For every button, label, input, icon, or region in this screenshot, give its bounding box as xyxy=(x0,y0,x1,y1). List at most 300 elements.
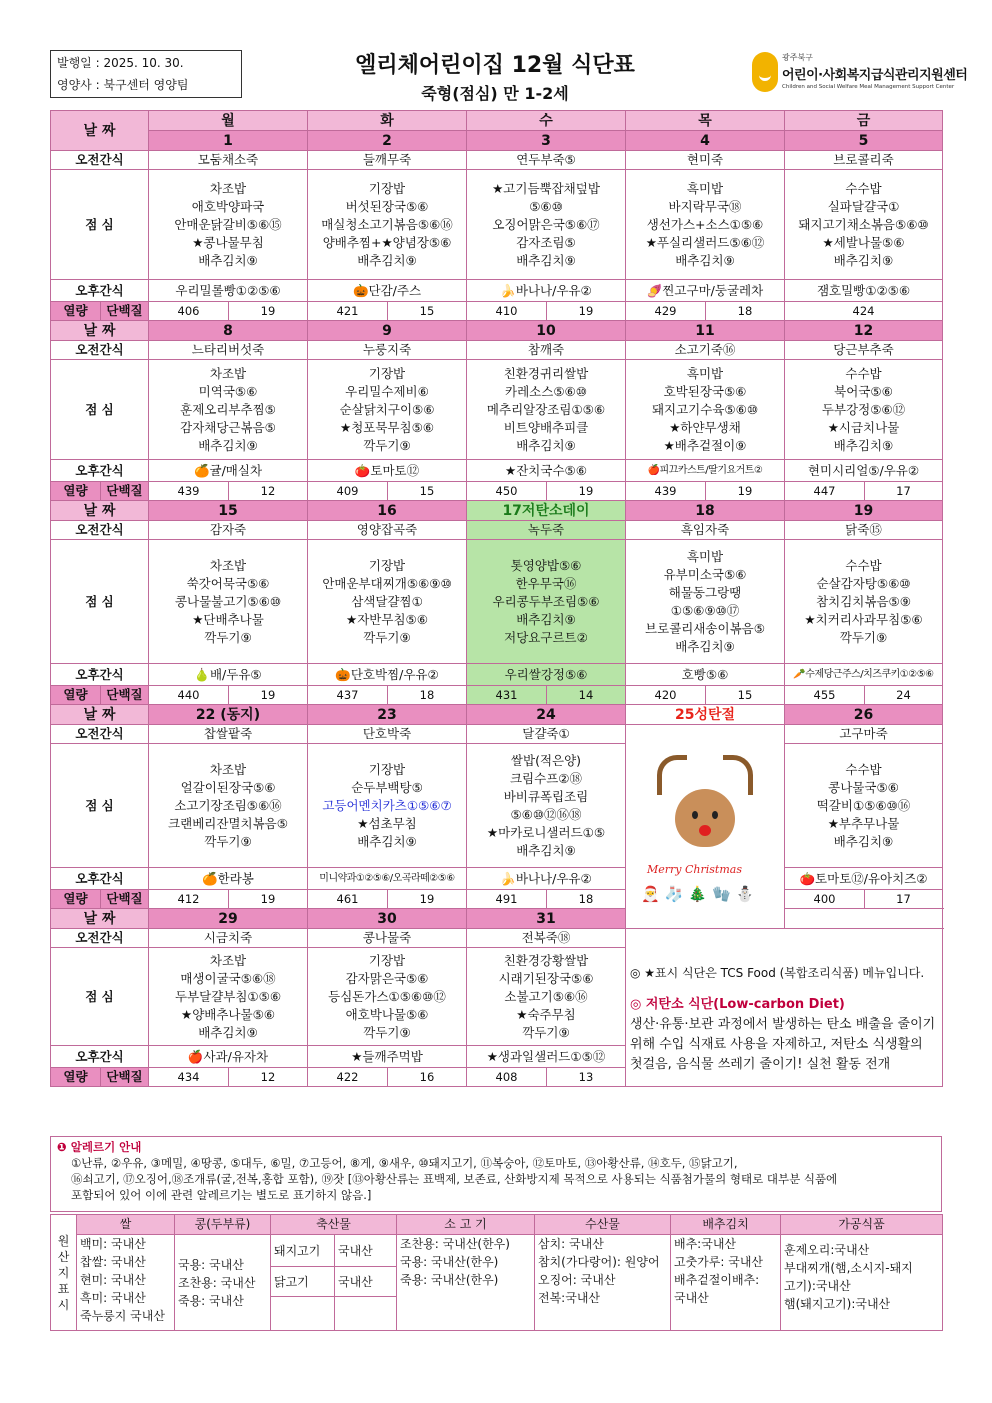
lunch-item: 오징어맑은국⑤⑥⑰ xyxy=(492,216,600,232)
pm-snack: 우리쌀강정⑤⑥ xyxy=(467,664,626,686)
kcal-value: 420 xyxy=(626,686,706,705)
lunch-item: 기장밥 xyxy=(368,761,406,777)
kcal-value: 424 xyxy=(785,302,943,321)
lunch-item: 수수밥 xyxy=(845,180,882,196)
pm-snack-label: 오후간식 xyxy=(51,1046,149,1068)
am-snack-label: 오전간식 xyxy=(51,929,149,948)
protein-label: 단백질 xyxy=(101,1068,149,1087)
date-cell: 15 xyxy=(149,501,308,521)
christmas-ornaments-icon: 🎅🧦🎄🧤⛄ xyxy=(641,884,760,903)
am-snack: 감자죽 xyxy=(149,521,308,540)
lunch-item: 수수밥 xyxy=(845,557,882,573)
lunch-item: 차조밥 xyxy=(209,761,247,777)
low-carbon-heading: ◎ 저탄소 식단(Low-carbon Diet) xyxy=(630,997,845,1012)
lunch-item: 배추김치⑨ xyxy=(675,638,735,654)
lunch-item: 북어국⑤⑥ xyxy=(834,383,893,399)
kcal-label: 열량 xyxy=(51,1068,101,1087)
am-snack: 찹쌀팥죽 xyxy=(149,725,308,744)
protein-value: 19 xyxy=(706,482,785,501)
date-label: 날 짜 xyxy=(51,111,149,151)
date-cell: 22 (동지) xyxy=(149,705,308,725)
lunch-item: ★하얀무생채 xyxy=(669,419,741,435)
lunch-menu xyxy=(149,744,308,868)
lunch-item: 유부미소국⑤⑥ xyxy=(663,566,747,582)
am-snack: 흑임자죽 xyxy=(626,521,785,540)
kcal-label: 열량 xyxy=(51,302,101,321)
origin-head-processed: 가공식품 xyxy=(781,1215,943,1235)
lunch-label: 점 심 xyxy=(51,360,149,460)
am-snack: 모둠채소죽 xyxy=(149,151,308,170)
protein-value: 14 xyxy=(547,686,626,705)
tcs-note: ◎ ★표시 식단은 TCS Food (복합조리식품) 메뉴입니다. xyxy=(630,966,925,980)
lunch-menu xyxy=(308,948,467,1046)
lunch-item: 시래기된장국⑤⑥ xyxy=(498,970,594,986)
lunch-item: 배추김치⑨ xyxy=(833,833,894,849)
low-carbon-body: 생산·유통·보관 과정에서 발생하는 탄소 배출을 줄이기 위해 수입 식재료 사용을 자제하고, 저탄소 식생활의 첫걸음, 음식물 쓰레기 줄이기! 실천 활동 전개 xyxy=(630,1017,936,1072)
protein-value: 17 xyxy=(865,482,943,501)
lunch-item: 톳영양밥⑤⑥ xyxy=(510,557,582,573)
pm-snack: 🎃단감/주스 xyxy=(308,280,467,302)
pm-snack: 🍊한라봉 xyxy=(149,868,308,890)
lunch-item: 기장밥 xyxy=(368,557,406,573)
lunch-item: 흑미밥 xyxy=(686,548,724,564)
kcal-value: 450 xyxy=(467,482,547,501)
lunch-item: 쌀밥(적은양) xyxy=(510,752,582,768)
lunch-item: 애호박나물⑤⑥ xyxy=(345,1006,429,1022)
allergy-line-3: 포함되어 있어 이에 관련 알레르기는 별도로 표기하지 않음.] xyxy=(71,1188,372,1202)
lunch-item: ★고기듬뿍잡채덮밥 xyxy=(492,180,600,196)
am-snack: 달걀죽① xyxy=(467,725,626,744)
am-snack: 영양잡곡죽 xyxy=(308,521,467,540)
lunch-item: 등심돈가스①⑤⑥⑩⑫ xyxy=(328,988,446,1004)
kcal-value: 412 xyxy=(149,890,229,909)
lunch-item: 감자채당근볶음⑤ xyxy=(180,419,276,435)
pm-snack: 🎃단호박찜/우유② xyxy=(308,664,467,686)
am-snack: 당근부추죽 xyxy=(785,341,943,360)
origin-bean: 국용: 국내산 조찬용: 국내산 죽용: 국내산 xyxy=(175,1235,271,1331)
lunch-label: 점 심 xyxy=(51,744,149,868)
protein-value: 24 xyxy=(865,686,943,705)
kcal-label: 열량 xyxy=(51,482,101,501)
org-region: 광주북구 xyxy=(782,53,813,62)
am-snack-label: 오전간식 xyxy=(51,725,149,744)
lunch-item: 흑미밥 xyxy=(686,365,724,381)
date-cell: 8 xyxy=(149,321,308,341)
pm-snack: 우리밀롤빵①②⑤⑥ xyxy=(149,280,308,302)
lunch-menu xyxy=(308,540,467,664)
origin-chicken-label: 닭고기 xyxy=(271,1267,335,1297)
lunch-menu xyxy=(467,540,626,664)
lunch-item: 배추김치⑨ xyxy=(833,437,894,453)
kcal-value: 406 xyxy=(149,302,229,321)
protein-value: 18 xyxy=(547,890,626,909)
lunch-item: 바비큐폭립조림 xyxy=(503,788,589,804)
allergy-heading: ❶ 알레르기 안내 xyxy=(57,1140,142,1154)
lunch-menu xyxy=(467,170,626,280)
kcal-value: 429 xyxy=(626,302,706,321)
lunch-item: 매생이굴국⑤⑥⑱ xyxy=(180,970,276,986)
kcal-value: 439 xyxy=(626,482,706,501)
dietitian: 영양사 : 북구센터 영양팀 xyxy=(57,78,189,92)
protein-value: 19 xyxy=(547,302,626,321)
date-cell: 26 xyxy=(785,705,943,725)
lunch-item: 양배추찜+★양념장⑤⑥ xyxy=(322,234,452,250)
weekday-header: 목 xyxy=(626,111,785,131)
org-name-en: Children and Social Welfare Meal Management Support Center xyxy=(782,84,955,90)
lunch-item: ★마카로니샐러드①⑤ xyxy=(486,824,606,840)
lunch-item: 깍두기⑨ xyxy=(522,1024,570,1040)
lunch-menu xyxy=(467,744,626,868)
protein-value: 19 xyxy=(229,302,308,321)
lunch-item: ★치커리사과무침⑤⑥ xyxy=(804,611,923,627)
lunch-item: 깍두기⑨ xyxy=(204,629,252,645)
am-snack: 현미죽 xyxy=(626,151,785,170)
lunch-item: 배추김치⑨ xyxy=(516,842,576,858)
lunch-item: 배추김치⑨ xyxy=(198,1024,258,1040)
protein-value: 19 xyxy=(229,686,308,705)
date-cell: 23 xyxy=(308,705,467,725)
lunch-item: 훈제오리부추찜⑤ xyxy=(180,401,276,417)
lunch-item: 배추김치⑨ xyxy=(516,611,576,627)
pm-snack: 🍌바나나/우유② xyxy=(467,280,626,302)
lunch-item: 배추김치⑨ xyxy=(198,252,258,268)
lunch-item: ①⑤⑥⑨⑩⑰ xyxy=(670,602,740,618)
lunch-item: 애호박양파국 xyxy=(191,198,265,214)
lunch-label: 점 심 xyxy=(51,540,149,664)
smile-logo-icon xyxy=(752,52,778,92)
kcal-label: 열량 xyxy=(51,686,101,705)
weekday-header: 화 xyxy=(308,111,467,131)
lunch-item: 소고기장조림⑤⑥⑯ xyxy=(174,797,282,813)
lunch-menu xyxy=(149,948,308,1046)
protein-label: 단백질 xyxy=(101,890,149,909)
lunch-item: 배추김치⑨ xyxy=(357,252,417,268)
reindeer-icon xyxy=(675,789,735,847)
date-cell: 1 xyxy=(149,131,308,151)
lunch-item: ★콩나물무침 xyxy=(192,234,264,250)
protein-value: 18 xyxy=(388,686,467,705)
reindeer-illustration xyxy=(627,737,783,917)
origin-head-kimchi: 배추김치 xyxy=(671,1215,781,1235)
am-snack: 전복죽⑱ xyxy=(467,929,626,948)
date-cell: 4 xyxy=(626,131,785,151)
pm-snack: ★생과일샐러드①⑤⑫ xyxy=(467,1046,626,1068)
lunch-item: ★배추겉절이⑨ xyxy=(663,437,747,453)
lunch-menu xyxy=(785,540,943,664)
lunch-item: 수수밥 xyxy=(845,365,882,381)
protein-value: 13 xyxy=(547,1068,626,1087)
kcal-value: 439 xyxy=(149,482,229,501)
am-snack: 느타리버섯죽 xyxy=(149,341,308,360)
kcal-label: 열량 xyxy=(51,890,101,909)
origin-kimchi: 배추:국내산 고춧가루: 국내산 배추겉절이배추: 국내산 xyxy=(671,1235,781,1331)
am-snack: 들깨무죽 xyxy=(308,151,467,170)
date-cell: 18 xyxy=(626,501,785,521)
lunch-item: ⑤⑥⑩ xyxy=(529,198,563,214)
pm-snack: ★들깨주먹밥 xyxy=(308,1046,467,1068)
issue-info-box xyxy=(50,50,242,98)
protein-value: 12 xyxy=(229,1068,308,1087)
lunch-item: 비트양배추피클 xyxy=(503,419,589,435)
lunch-item: 두부달걀부침①⑤⑥ xyxy=(174,988,282,1004)
protein-value: 15 xyxy=(388,302,467,321)
lunch-item: ★청포묵무침⑤⑥ xyxy=(340,419,434,435)
am-snack: 콩나물죽 xyxy=(308,929,467,948)
lunch-item: 친환경강황쌀밥 xyxy=(503,952,589,968)
date-cell: 19 xyxy=(785,501,943,521)
date-cell: 25성탄절 xyxy=(626,705,785,725)
lunch-item: 크림수프②⑱ xyxy=(509,770,582,786)
pm-snack: 🍅토마토⑫ xyxy=(308,460,467,482)
origin-seafood: 삼치: 국내산 참치(가다랑어): 원양어 오징어: 국내산 전복:국내산 xyxy=(535,1235,671,1331)
kcal-value: 461 xyxy=(308,890,388,909)
lunch-menu xyxy=(308,170,467,280)
lunch-menu xyxy=(467,948,626,1046)
kcal-value: 434 xyxy=(149,1068,229,1087)
date-cell: 10 xyxy=(467,321,626,341)
weekday-header: 수 xyxy=(467,111,626,131)
pm-snack: 호빵⑤⑥ xyxy=(626,664,785,686)
protein-label: 단백질 xyxy=(101,302,149,321)
lunch-item: 카레소스⑤⑥⑩ xyxy=(505,383,587,399)
am-snack: 녹두죽 xyxy=(467,521,626,540)
lunch-item: 기장밥 xyxy=(368,365,406,381)
origin-head-rice: 쌀 xyxy=(77,1215,175,1235)
lunch-item: 깍두기⑨ xyxy=(363,437,411,453)
lunch-item: 쑥갓어묵국⑤⑥ xyxy=(186,575,270,591)
pm-snack: 🍊귤/매실차 xyxy=(149,460,308,482)
lunch-item: 차조밥 xyxy=(209,952,247,968)
lunch-item: 순살닭치구이⑤⑥ xyxy=(339,401,435,417)
lunch-item: 고등어멘치카츠①⑤⑥⑦ xyxy=(322,797,452,813)
kcal-value: 437 xyxy=(308,686,388,705)
lunch-item: 참치김치볶음⑤⑨ xyxy=(816,593,911,609)
date-cell: 16 xyxy=(308,501,467,521)
date-cell: 11 xyxy=(626,321,785,341)
lunch-item: 메추리알장조림①⑤⑥ xyxy=(486,401,606,417)
lunch-item: 감자맑은국⑤⑥ xyxy=(345,970,429,986)
lunch-label: 점 심 xyxy=(51,948,149,1046)
lunch-item: 얼갈이된장국⑤⑥ xyxy=(180,779,276,795)
origin-table xyxy=(50,1214,943,1331)
lunch-item: 흑미밥 xyxy=(686,180,724,196)
lunch-item: 기장밥 xyxy=(368,180,406,196)
lunch-item: 배추김치⑨ xyxy=(833,252,894,268)
pm-snack-label: 오후간식 xyxy=(51,460,149,482)
origin-pork-value: 국내산 xyxy=(335,1235,397,1267)
lunch-item: ★섬초무침 xyxy=(357,815,417,831)
origin-pork-label: 돼지고기 xyxy=(271,1235,335,1267)
protein-value: 18 xyxy=(706,302,785,321)
lunch-item: 콩나물불고기⑤⑥⑩ xyxy=(174,593,282,609)
lunch-item: 버섯된장국⑤⑥ xyxy=(345,198,429,214)
issue-date: 발행일 : 2025. 10. 30. xyxy=(57,56,184,70)
pm-snack-label: 오후간식 xyxy=(51,280,149,302)
date-cell: 9 xyxy=(308,321,467,341)
pm-snack: ★잔치국수⑤⑥ xyxy=(467,460,626,482)
am-snack: 누룽지죽 xyxy=(308,341,467,360)
lunch-menu xyxy=(785,744,943,868)
christmas-cell xyxy=(626,725,785,929)
lunch-item: ★세발나물⑤⑥ xyxy=(822,234,905,250)
lunch-menu xyxy=(467,360,626,460)
kcal-value: 400 xyxy=(785,890,865,909)
lunch-item: 우리밀수제비⑥ xyxy=(345,383,429,399)
protein-value: 19 xyxy=(229,890,308,909)
am-snack: 브로콜리죽 xyxy=(785,151,943,170)
weekday-header: 금 xyxy=(785,111,943,131)
pm-snack-label: 오후간식 xyxy=(51,664,149,686)
lunch-item: 순살감자탕⑤⑥⑩ xyxy=(816,575,911,591)
am-snack: 고구마죽 xyxy=(785,725,943,744)
date-cell: 3 xyxy=(467,131,626,151)
lunch-item: 저당요구르트② xyxy=(504,629,588,645)
lunch-menu xyxy=(626,360,785,460)
lunch-menu xyxy=(149,170,308,280)
lunch-item: 브로콜리새송이볶음⑤ xyxy=(645,620,765,636)
lunch-item: 배추김치⑨ xyxy=(516,437,576,453)
date-cell: 2 xyxy=(308,131,467,151)
lunch-item: 소불고기⑤⑥⑯ xyxy=(504,988,588,1004)
allergy-line-1: ①난류, ②우유, ③메밀, ④땅콩, ⑤대두, ⑥밀, ⑦고등어, ⑧게, ⑨새우, ⑩돼지고기, ⑪복숭아, ⑫토마토, ⑬아황산류, ⑭호두, ⑮닭고기, xyxy=(71,1156,738,1170)
notes-cell xyxy=(626,929,943,1087)
lunch-item: 감자조림⑤ xyxy=(516,234,576,250)
lunch-menu xyxy=(149,360,308,460)
protein-label: 단백질 xyxy=(101,482,149,501)
lunch-item: 기장밥 xyxy=(368,952,406,968)
lunch-item: 콩나물국⑤⑥ xyxy=(828,779,899,795)
am-snack: 닭죽⑮ xyxy=(785,521,943,540)
date-label: 날 짜 xyxy=(51,909,149,929)
date-cell: 31 xyxy=(467,909,626,929)
am-snack: 단호박죽 xyxy=(308,725,467,744)
lunch-item: ★푸실리샐러드⑤⑥⑫ xyxy=(645,234,765,250)
date-cell xyxy=(785,909,943,929)
lunch-item: 배추김치⑨ xyxy=(357,833,417,849)
origin-rice: 백미: 국내산 찹쌀: 국내산 현미: 국내산 흑미: 국내산 죽누룽지 국내산 xyxy=(77,1235,175,1331)
lunch-item: 두부강정⑤⑥⑫ xyxy=(821,401,906,417)
origin-head-livestock: 축산물 xyxy=(271,1215,397,1235)
lunch-item: ⑤⑥⑩⑫⑯⑱ xyxy=(510,806,582,822)
lunch-item: 차조밥 xyxy=(209,180,247,196)
page-subtitle: 죽형(점심) 만 1-2세 xyxy=(421,84,569,103)
origin-beef: 조찬용: 국내산(한우) 국용: 국내산(한우) 죽용: 국내산(한우) xyxy=(397,1235,535,1331)
lunch-item: ★단배추나물 xyxy=(192,611,264,627)
kcal-value: 408 xyxy=(467,1068,547,1087)
date-cell: 24 xyxy=(467,705,626,725)
lunch-item: 수수밥 xyxy=(845,761,882,777)
date-label: 날 짜 xyxy=(51,501,149,521)
lunch-item: 차조밥 xyxy=(209,365,247,381)
lunch-item: 돼지고기채소볶음⑤⑥⑩ xyxy=(798,216,929,232)
lunch-item: ★부추무나물 xyxy=(827,815,900,831)
lunch-item: 삼색달걀찜① xyxy=(351,593,423,609)
lunch-item: 배추김치⑨ xyxy=(198,437,258,453)
kcal-value: 431 xyxy=(467,686,547,705)
merry-christmas-text: Merry Christmas xyxy=(647,862,742,876)
protein-label: 단백질 xyxy=(101,686,149,705)
date-label: 날 짜 xyxy=(51,705,149,725)
lunch-item: 해물동그랑땡 xyxy=(668,584,742,600)
pm-snack: 🍅토마토⑫/유아치즈② xyxy=(785,868,943,890)
protein-value: 12 xyxy=(229,482,308,501)
am-snack: 소고기죽⑯ xyxy=(626,341,785,360)
kcal-value: 447 xyxy=(785,482,865,501)
date-cell: 29 xyxy=(149,909,308,929)
kcal-value: 410 xyxy=(467,302,547,321)
lunch-item: 안매운닭갈비⑤⑥⑮ xyxy=(174,216,282,232)
kcal-value: 409 xyxy=(308,482,388,501)
allergy-line-2: ⑯쇠고기, ⑰오징어,⑱조개류(굴,전복,홍합 포함), ⑲잣 [⑬아황산류는 표백제, 보존료, 산화방지제 목적으로 사용되는 식품첨가물의 형태로 대부분 식품에 xyxy=(71,1172,838,1186)
lunch-item: 배추김치⑨ xyxy=(675,252,735,268)
date-cell: 17저탄소데이 xyxy=(467,501,626,521)
am-snack: 참깨죽 xyxy=(467,341,626,360)
date-cell: 30 xyxy=(308,909,467,929)
pm-snack: 미니약과①②⑤⑥/오곡라떼②⑤⑥ xyxy=(308,868,467,890)
lunch-menu xyxy=(626,540,785,664)
lunch-item: 깍두기⑨ xyxy=(204,833,252,849)
lunch-item: 실파달걀국① xyxy=(827,198,900,214)
lunch-item: ★숙주무침 xyxy=(516,1006,576,1022)
lunch-item: 안매운부대찌개⑤⑥⑨⑩ xyxy=(322,575,452,591)
lunch-item: 떡갈비①⑤⑥⑩⑯ xyxy=(816,797,911,813)
origin-side-label: 원산지 표시 xyxy=(51,1215,77,1331)
pm-snack-label: 오후간식 xyxy=(51,868,149,890)
title-block xyxy=(250,50,740,106)
lunch-menu xyxy=(785,170,943,280)
lunch-item: 우리콩두부조림⑤⑥ xyxy=(492,593,600,609)
pm-snack: 🍎사과/유자차 xyxy=(149,1046,308,1068)
lunch-item: ★양배추나물⑤⑥ xyxy=(181,1006,275,1022)
pm-snack: 현미시리얼⑤/우유② xyxy=(785,460,943,482)
am-snack-label: 오전간식 xyxy=(51,151,149,170)
lunch-item: 친환경귀리쌀밥 xyxy=(503,365,589,381)
lunch-item: 생선가스+소스①⑤⑥ xyxy=(646,216,764,232)
am-snack-label: 오전간식 xyxy=(51,341,149,360)
lunch-menu xyxy=(785,360,943,460)
protein-value: 16 xyxy=(388,1068,467,1087)
origin-head-bean: 콩(두부류) xyxy=(175,1215,271,1235)
am-snack: 시금치죽 xyxy=(149,929,308,948)
lunch-item: ★자반무침⑤⑥ xyxy=(346,611,428,627)
kcal-value: 455 xyxy=(785,686,865,705)
allergy-notice xyxy=(50,1136,942,1212)
lunch-menu xyxy=(626,170,785,280)
lunch-item: 깍두기⑨ xyxy=(839,629,888,645)
org-logo xyxy=(752,50,968,98)
lunch-menu xyxy=(308,360,467,460)
origin-head-beef: 소 고 기 xyxy=(397,1215,535,1235)
origin-processed: 훈제오리:국내산 부대찌개(햄,소시지-돼지 고기):국내산 햄(돼지고기):국내산 xyxy=(781,1235,943,1331)
lunch-menu xyxy=(308,744,467,868)
kcal-value: 491 xyxy=(467,890,547,909)
lunch-item: 한우무국⑯ xyxy=(515,575,577,591)
date-cell: 12 xyxy=(785,321,943,341)
protein-value: 19 xyxy=(547,482,626,501)
kcal-value: 440 xyxy=(149,686,229,705)
org-name: 어린이·사회복지급식관리지원센터 xyxy=(782,68,968,83)
kcal-value: 421 xyxy=(308,302,388,321)
weekday-header: 월 xyxy=(149,111,308,131)
page-title: 엘리체어린이집 12월 식단표 xyxy=(355,53,635,78)
lunch-item: 매실청소고기볶음⑤⑥⑯ xyxy=(321,216,453,232)
pm-snack: 🍐배/두유⑤ xyxy=(149,664,308,686)
pm-snack: 🍎피끄카스트/딸기요거트② xyxy=(626,460,785,482)
am-snack-label: 오전간식 xyxy=(51,521,149,540)
lunch-menu xyxy=(149,540,308,664)
lunch-item: 호박된장국⑤⑥ xyxy=(663,383,747,399)
origin-head-seafood: 수산물 xyxy=(535,1215,671,1235)
